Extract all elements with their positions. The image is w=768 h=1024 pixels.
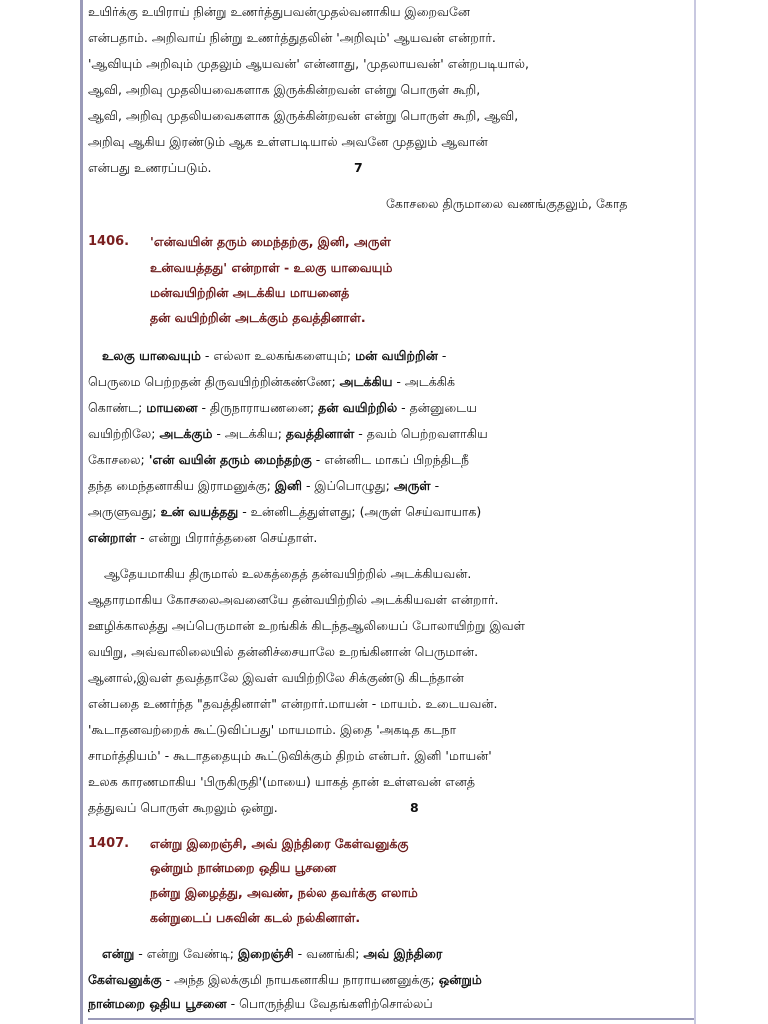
commentary-gloss: - தவம் பெற்றவளாகிய	[354, 426, 488, 441]
commentary-gloss: - என்று பிரார்த்தனை செய்தாள்.	[136, 530, 318, 545]
commentary-term: இனி	[274, 478, 302, 493]
commentary-line	[88, 504, 481, 520]
commentary-gloss: - அந்த இலக்குமி நாயகனாகிய நாராயணனுக்கு;	[161, 972, 439, 987]
explanation-line: ஆதேயமாகிய திருமால் உலகத்தைத் தன்வயிற்றில் அடக்கியவன்.	[104, 566, 472, 581]
intro-line: 'ஆவியும் அறிவும் முதலும் ஆயவன்' என்னாது, 'முதலாயவன்' என்றபடியால்,	[88, 56, 529, 71]
commentary-gloss: - உன்னிடத்துள்ளது; (அருள் செய்வாயாக)	[238, 504, 482, 519]
verse-line: உன்வயத்தது' என்றாள் - உலகு யாவையும்	[150, 260, 393, 275]
commentary-gloss: பெருமை பெற்றதன் திருவயிற்றின்கண்ணே;	[88, 374, 340, 389]
verse-line: கன்றுடைப் பசுவின் கடல் நல்கினாள்.	[150, 910, 361, 925]
explanation-line: தத்துவப் பொருள் கூறலும் ஒன்று.	[88, 800, 278, 815]
verse-line: தன் வயிற்றின் அடக்கும் தவத்தினாள்.	[150, 310, 366, 325]
commentary-line	[88, 374, 455, 390]
commentary-line	[88, 996, 433, 1012]
verse-number: 1407.	[88, 836, 130, 851]
section-heading: கோசலை திருமாலை வணங்குதலும், கோத	[386, 196, 628, 211]
commentary-term: அவ் இந்திரை	[363, 946, 443, 961]
commentary-gloss: கொண்ட;	[88, 400, 147, 415]
explanation-line: சாமர்த்தியம்' - கூடாததையும் கூட்டுவிக்கும் திறம் என்பர். இனி 'மாயன்'	[88, 748, 492, 763]
commentary-line	[88, 478, 439, 494]
stanza-number: 8	[410, 800, 419, 815]
commentary-gloss: - எல்லா உலகங்களையும்;	[200, 348, 356, 363]
explanation-line: வயிறு, அவ்வாலிலையில் தன்னிச்சையாலே உறங்கினான் பெருமான்.	[88, 644, 479, 659]
verse-line: என்று இறைஞ்சி, அவ் இந்திரை கேள்வனுக்கு	[150, 836, 409, 851]
commentary-term: ஒன்றும்	[438, 972, 482, 987]
commentary-term: என்று	[102, 946, 135, 961]
commentary-gloss: -	[430, 478, 440, 493]
explanation-line: ஆதாரமாகிய கோசலைஅவனையே தன்வயிற்றில் அடக்கியவள் என்றார்.	[88, 592, 499, 607]
commentary-term: தவத்தினாள்	[285, 426, 355, 441]
commentary-term: நான்மறை ஒதிய பூசனை	[88, 996, 227, 1011]
commentary-gloss: - என்று வேண்டி;	[134, 946, 238, 961]
commentary-gloss: வயிற்றிலே;	[88, 426, 160, 441]
verse-line: ஒன்றும் நான்மறை ஒதிய பூசனை	[150, 860, 337, 875]
commentary-line	[88, 530, 317, 546]
commentary-gloss: - திருநாராயணனை;	[197, 400, 319, 415]
commentary-line	[88, 426, 488, 442]
commentary-line	[88, 400, 477, 416]
verse-line: நன்று இழைத்து, அவண், நல்ல தவர்க்கு எலாம்	[150, 885, 418, 900]
commentary-term: அடக்கும்	[159, 426, 213, 441]
commentary-term: உன் வயத்தது	[160, 504, 239, 519]
commentary-line	[88, 972, 482, 988]
bottom-border	[88, 1018, 694, 1020]
commentary-gloss: கோசலை;	[88, 452, 149, 467]
commentary-line	[88, 452, 469, 468]
right-page-border	[694, 0, 696, 1024]
left-page-border	[80, 0, 83, 1024]
intro-line: ஆவி, அறிவு முதலியவைகளாக இருக்கின்றவன் என்று பொருள் கூறி, ஆவி,	[88, 108, 519, 123]
explanation-line: என்பதை உணர்ந்த "தவத்தினாள்" என்றார்.மாயன் - மாயம். உடையவன்.	[88, 696, 498, 711]
verse-number: 1406.	[88, 234, 130, 249]
intro-line: என்பதாம். அறிவாய் நின்று உணர்த்துதலின் 'அறிவும்' ஆயவன் என்றார்.	[88, 30, 496, 45]
verse-line: 'என்வயின் தரும் மைந்தற்கு, இனி, அருள்	[150, 234, 391, 249]
stanza-number: 7	[354, 160, 363, 175]
intro-line: அறிவு ஆகிய இரண்டும் ஆக உள்ளபடியால் அவனே முதலும் ஆவான்	[88, 134, 488, 149]
intro-line: உயிர்க்கு உயிராய் நின்று உணர்த்துபவன்முதல்வனாகிய இறைவனே	[88, 4, 470, 19]
commentary-gloss: - அடக்கிய;	[212, 426, 286, 441]
commentary-gloss: - அடக்கிக்	[392, 374, 455, 389]
explanation-line: ஆனால்,இவள் தவத்தாலே இவள் வயிற்றிலே சிக்குண்டு கிடந்தான்	[88, 670, 464, 685]
commentary-gloss: - இப்பொழுது;	[301, 478, 394, 493]
explanation-line: ஊழிக்காலத்து அப்பெருமான் உறங்கிக் கிடந்தஆலியைப் போலாயிற்று இவள்	[88, 618, 525, 633]
commentary-gloss: - பொருந்திய வேதங்களிற்சொல்லப்	[226, 996, 433, 1011]
commentary-line	[102, 348, 446, 364]
commentary-line	[102, 946, 442, 962]
commentary-gloss: - என்னிட மாகப் பிறந்திடநீ	[311, 452, 469, 467]
commentary-term: என்றாள்	[88, 530, 137, 545]
commentary-term: அருள்	[393, 478, 431, 493]
commentary-term: உலகு யாவையும்	[102, 348, 201, 363]
commentary-term: மாயனை	[146, 400, 198, 415]
commentary-gloss: -	[437, 348, 447, 363]
commentary-term: 'என் வயின் தரும் மைந்தற்கு	[148, 452, 312, 467]
commentary-term: இறைஞ்சி	[237, 946, 294, 961]
commentary-term: தன் வயிற்றில்	[318, 400, 398, 415]
commentary-gloss: தந்த மைந்தனாகிய இராமனுக்கு;	[88, 478, 275, 493]
commentary-term: கேள்வனுக்கு	[88, 972, 162, 987]
explanation-line: உலக காரணமாகிய 'பிருகிருதி'(மாயை) யாகத் தான் உள்ளவன் எனத்	[88, 774, 475, 789]
verse-line: மன்வயிற்றின் அடக்கிய மாயனைத்	[150, 285, 350, 300]
commentary-gloss: - தன்னுடைய	[397, 400, 477, 415]
commentary-gloss: - வணங்கி;	[293, 946, 364, 961]
intro-line: ஆவி, அறிவு முதலியவைகளாக இருக்கின்றவன் என்று பொருள் கூறி,	[88, 82, 481, 97]
commentary-gloss: அருளுவது;	[88, 504, 161, 519]
intro-line: என்பது உணரப்படும்.	[88, 160, 212, 175]
document-page	[88, 0, 692, 1024]
commentary-term: அடக்கிய	[339, 374, 393, 389]
commentary-term: மன் வயிற்றின்	[355, 348, 438, 363]
explanation-line: 'கூடாதனவற்றைக் கூட்டுவிப்பது' மாயமாம். இதை 'அகடித கடநா	[88, 722, 457, 737]
